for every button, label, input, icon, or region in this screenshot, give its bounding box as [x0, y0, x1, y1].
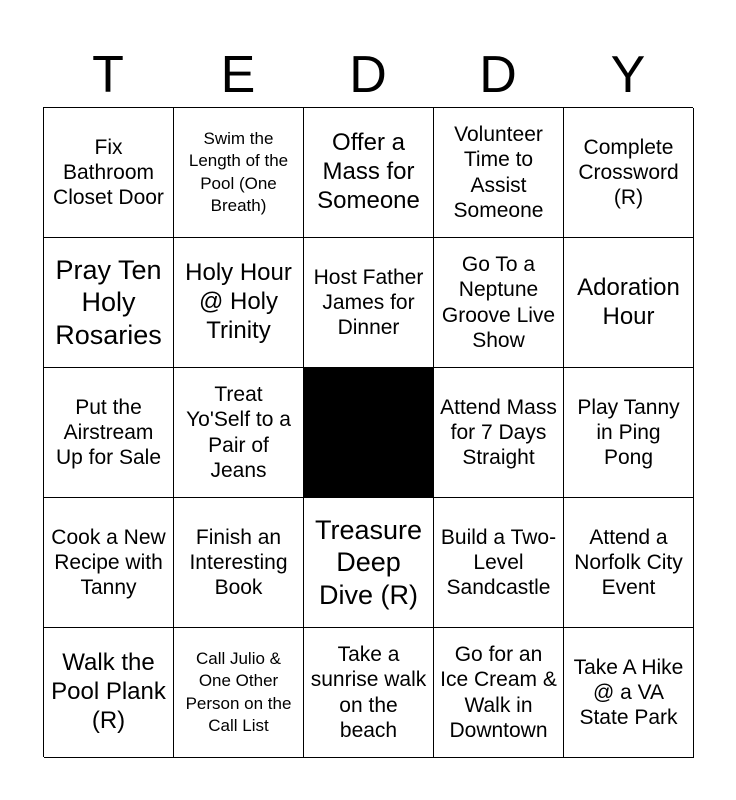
bingo-cell-r2c5[interactable] — [564, 238, 694, 368]
cell-text: Adoration Hour — [577, 273, 680, 330]
cell-text: Offer a Mass for Someone — [317, 129, 420, 214]
cell-text: Treat Yo'Self to a Pair of Jeans — [186, 383, 291, 482]
bingo-cell-r4c4[interactable] — [434, 498, 564, 628]
cell-text: Volunteer Time to Assist Someone — [453, 123, 544, 222]
cell-text: Host Father James for Dinner — [313, 265, 424, 340]
bingo-cell-r3c4[interactable] — [434, 368, 564, 498]
bingo-cell-r5c4[interactable] — [434, 628, 564, 758]
cell-text: Swim the Length of the Pool (One Breath) — [188, 129, 289, 215]
cell-text: Complete Crossword (R) — [578, 135, 679, 210]
cell-text: Holy Hour @ Holy Trinity — [185, 259, 292, 344]
free-space[interactable] — [304, 368, 434, 498]
bingo-cell-r3c1[interactable] — [44, 368, 174, 498]
bingo-cell-r5c5[interactable] — [564, 628, 694, 758]
cell-text: Go To a Neptune Groove Live Show — [441, 253, 556, 352]
bingo-board — [43, 107, 693, 757]
cell-text: Walk the Pool Plank (R) — [51, 649, 166, 734]
cell-text: Attend a Norfolk City Event — [574, 525, 683, 600]
bingo-header — [43, 44, 693, 106]
header-letter-d2: D — [479, 46, 517, 104]
cell-text: Take a sunrise walk on the beach — [310, 643, 427, 742]
bingo-cell-r5c3[interactable] — [304, 628, 434, 758]
cell-text: Call Julio & One Other Person on the Call List — [185, 649, 292, 735]
bingo-cell-r4c1[interactable] — [44, 498, 174, 628]
bingo-cell-r3c5[interactable] — [564, 368, 694, 498]
bingo-cell-r2c1[interactable] — [44, 238, 174, 368]
bingo-cell-r3c2[interactable] — [174, 368, 304, 498]
bingo-cell-r1c5[interactable] — [564, 108, 694, 238]
bingo-cell-r1c1[interactable] — [44, 108, 174, 238]
bingo-cell-r2c4[interactable] — [434, 238, 564, 368]
cell-text: Fix Bathroom Closet Door — [53, 135, 164, 210]
bingo-cell-r1c2[interactable] — [174, 108, 304, 238]
bingo-cell-r4c5[interactable] — [564, 498, 694, 628]
header-letter-d1: D — [349, 46, 387, 104]
header-letter-e: E — [220, 46, 256, 104]
cell-text: Play Tanny in Ping Pong — [577, 395, 680, 470]
cell-text: Cook a New Recipe with Tanny — [51, 525, 166, 600]
cell-text: Take A Hike @ a VA State Park — [573, 655, 684, 730]
header-letter-t: T — [92, 46, 124, 104]
cell-text: Put the Airstream Up for Sale — [55, 395, 162, 470]
header-letter-y: Y — [610, 46, 646, 104]
bingo-cell-r5c2[interactable] — [174, 628, 304, 758]
cell-text: Pray Ten Holy Rosaries — [55, 254, 162, 350]
bingo-cell-r1c4[interactable] — [434, 108, 564, 238]
bingo-cell-r4c2[interactable] — [174, 498, 304, 628]
cell-text: Go for an Ice Cream & Walk in Downtown — [440, 643, 557, 742]
cell-text: Attend Mass for 7 Days Straight — [440, 395, 557, 470]
bingo-cell-r1c3[interactable] — [304, 108, 434, 238]
bingo-cell-r2c2[interactable] — [174, 238, 304, 368]
bingo-cell-r2c3[interactable] — [304, 238, 434, 368]
bingo-cell-r5c1[interactable] — [44, 628, 174, 758]
cell-text: Build a Two-Level Sandcastle — [440, 525, 557, 600]
bingo-cell-r4c3[interactable] — [304, 498, 434, 628]
cell-text: Treasure Deep Dive (R) — [314, 514, 423, 610]
cell-text: Finish an Interesting Book — [189, 525, 288, 600]
